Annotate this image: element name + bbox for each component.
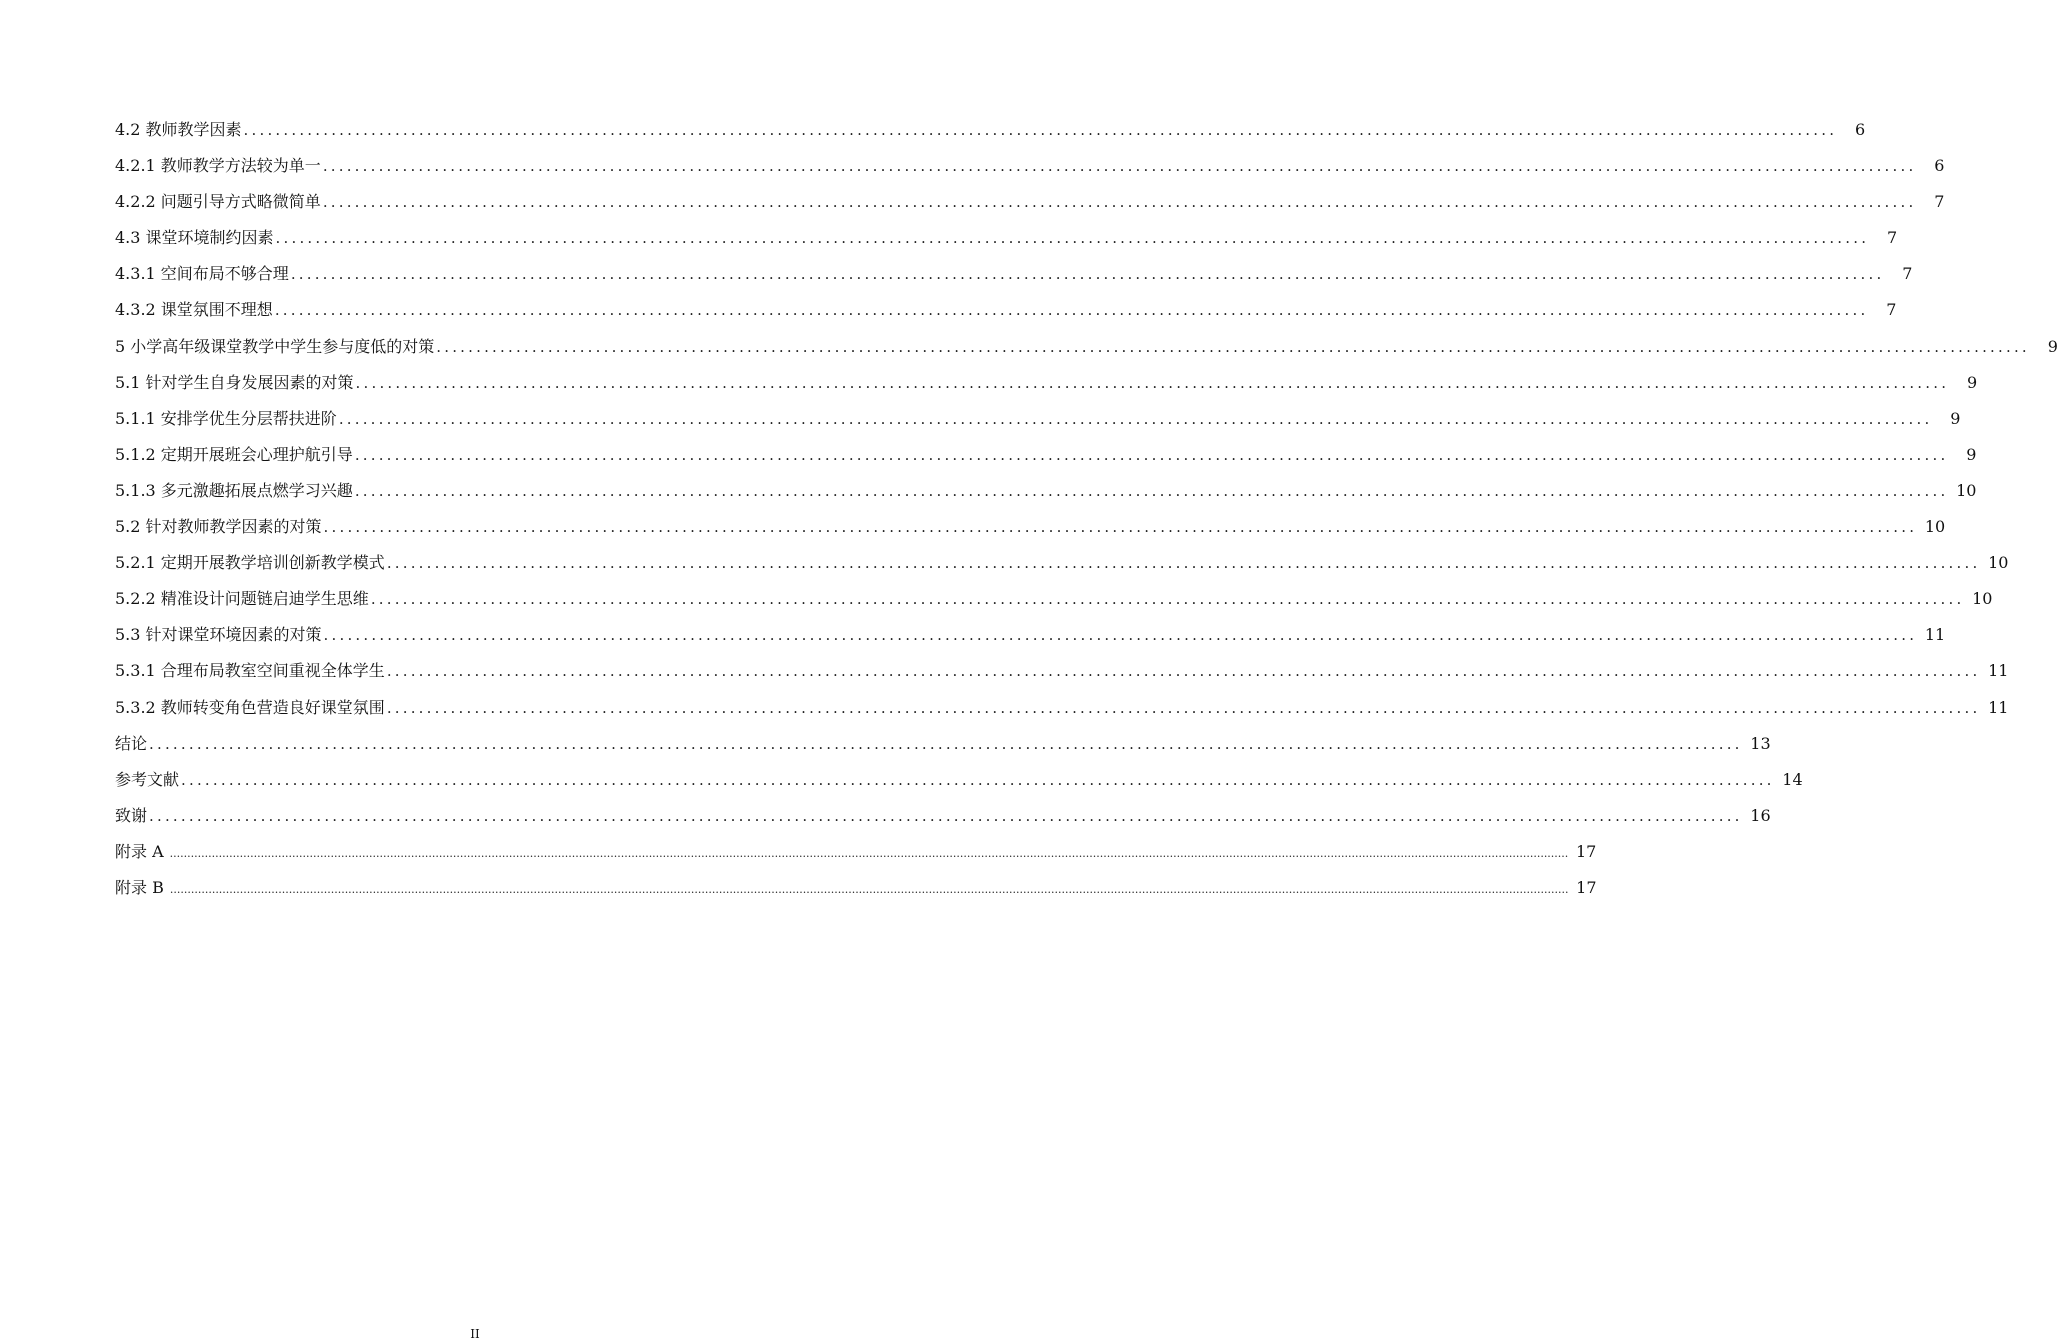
toc-entry-page: 9 [1950,408,1961,428]
toc-entry[interactable] [115,260,1913,296]
toc-entry-title: 5.2.2 精准设计问题链启迪学生思维 [115,589,369,609]
toc-entry-title: 5.3.2 教师转变角色营造良好课堂氛围 [115,697,385,717]
toc-dot-leader: ........................................................................................................................................................................................................ [354,445,1949,464]
toc-entry-title: 5.1 针对学生自身发展因素的对策 [115,372,354,392]
toc-entry-page: 11 [1924,625,1946,645]
toc-dot-leader: ........................................................................................................................................................................................................ [386,698,1981,717]
toc-entry-title: 5.2 针对教师教学因素的对策 [115,517,322,537]
toc-dot-leader: ........................................................................................................................................................................................................ [290,265,1885,284]
toc-entry-title: 5 小学高年级课堂教学中学生参与度低的对策 [115,336,435,356]
toc-entry[interactable] [115,621,1946,657]
toc-entry-title: 4.3.1 空间布局不够合理 [115,264,289,284]
toc-entry[interactable] [115,585,1993,621]
toc-entry-page: 10 [1924,517,1946,537]
toc-dot-leader: ........................................................................................................................................................................................................ [322,157,1917,176]
toc-dot-leader: ........................................................................................................................................................................................................ [275,229,1870,248]
toc-entry[interactable] [115,116,1866,152]
toc-entry[interactable] [115,296,1897,332]
toc-dot-leader: ........................................................................................................................................................................................................ [149,806,1743,825]
toc-entry-title: 5.3 针对课堂环境因素的对策 [115,625,322,645]
toc-entry[interactable] [115,802,1771,838]
toc-entry-page: 17 [1576,877,1597,897]
toc-entry-page: 7 [1886,300,1897,320]
toc-entry-title: 5.1.1 安排学优生分层帮扶进阶 [115,408,337,428]
toc-entry-page: 11 [1988,661,2009,681]
toc-dot-leader: ........................................................................................................................................................................................................ [149,734,1743,753]
toc-entry-page: 17 [1575,841,1597,861]
toc-entry[interactable] [115,874,1597,910]
toc-entry[interactable] [115,152,1945,188]
page-number-footer: II [470,1327,480,1341]
table-of-contents [115,116,2058,910]
toc-entry[interactable] [115,838,1597,874]
toc-entry-title: 附录 A [115,841,164,861]
toc-entry-page: 9 [1966,372,1978,392]
toc-entry-page: 10 [1972,589,1993,609]
toc-dot-leader: ........................................................................................................................................................................................................ [323,626,1918,645]
toc-dot-leader: ........................................................................................................................................................................................................ [354,481,1949,500]
toc-entry[interactable] [115,333,2058,369]
toc-entry-title: 4.3.2 课堂氛围不理想 [115,300,273,320]
toc-entry-page: 9 [1966,444,1977,464]
toc-entry-title: 致谢 [115,805,148,825]
toc-entry-title: 5.1.2 定期开展班会心理护航引导 [115,444,353,464]
toc-entry-title: 4.2.2 问题引导方式略微简单 [115,192,321,212]
toc-entry[interactable] [115,766,1803,802]
toc-entry-page: 6 [1934,156,1945,176]
toc-entry[interactable] [115,549,2009,585]
toc-dot-leader: ........................................................................................................................................................................................................ [436,337,2030,356]
toc-dot-leader: ................................................................................................................................................................................................................................................................................................................................................................................................................ [169,846,1569,860]
toc-dot-leader: ........................................................................................................................................................................................................ [243,121,1838,139]
toc-entry-title: 4.2.1 教师教学方法较为单一 [115,156,321,176]
toc-dot-leader: ........................................................................................................................................................................................................ [181,770,1775,789]
toc-entry-page: 6 [1854,120,1866,139]
toc-entry-page: 7 [1934,192,1945,212]
toc-entry[interactable] [115,694,2009,730]
toc-entry-page: 14 [1782,769,1803,789]
toc-entry[interactable] [115,405,1961,441]
toc-dot-leader: ........................................................................................................................................................................................................ [386,662,1981,681]
toc-entry-title: 4.3 课堂环境制约因素 [115,228,274,248]
toc-entry[interactable] [115,657,2009,693]
toc-entry-page: 7 [1886,228,1898,248]
toc-entry-page: 11 [1988,697,2009,717]
toc-entry-page: 13 [1750,733,1771,753]
toc-entry[interactable] [115,513,1946,549]
toc-dot-leader: ........................................................................................................................................................................................................ [322,193,1917,212]
toc-entry-page: 16 [1750,805,1771,825]
toc-dot-leader: ........................................................................................................................................................................................................ [386,554,1981,573]
toc-dot-leader: ........................................................................................................................................................................................................ [323,518,1918,537]
toc-entry-title: 附录 B [115,877,164,897]
toc-entry-title: 5.3.1 合理布局教室空间重视全体学生 [115,661,385,681]
toc-dot-leader: ........................................................................................................................................................................................................ [338,409,1933,428]
toc-entry-title: 5.1.3 多元激趣拓展点燃学习兴趣 [115,480,353,500]
toc-entry[interactable] [115,369,1978,405]
toc-entry[interactable] [115,441,1977,477]
toc-entry[interactable] [115,477,1977,513]
toc-entry-title: 5.2.1 定期开展教学培训创新教学模式 [115,553,385,573]
toc-entry-page: 7 [1902,264,1913,284]
toc-entry-title: 4.2 教师教学因素 [115,120,242,139]
toc-dot-leader: ........................................................................................................................................................................................................ [355,373,1950,392]
toc-entry-title: 参考文献 [115,769,180,789]
toc-dot-leader: ........................................................................................................................................................................................................ [274,301,1869,320]
toc-entry-page: 10 [1956,480,1977,500]
toc-dot-leader: ................................................................................................................................................................................................................................................................................................................................................................................................................ [169,882,1569,896]
toc-entry-page: 9 [2047,336,2058,356]
toc-entry[interactable] [115,188,1945,224]
toc-entry-page: 10 [1988,553,2009,573]
toc-entry-title: 结论 [115,733,148,753]
toc-entry[interactable] [115,730,1771,766]
toc-entry[interactable] [115,224,1898,260]
toc-dot-leader: ........................................................................................................................................................................................................ [370,590,1965,609]
